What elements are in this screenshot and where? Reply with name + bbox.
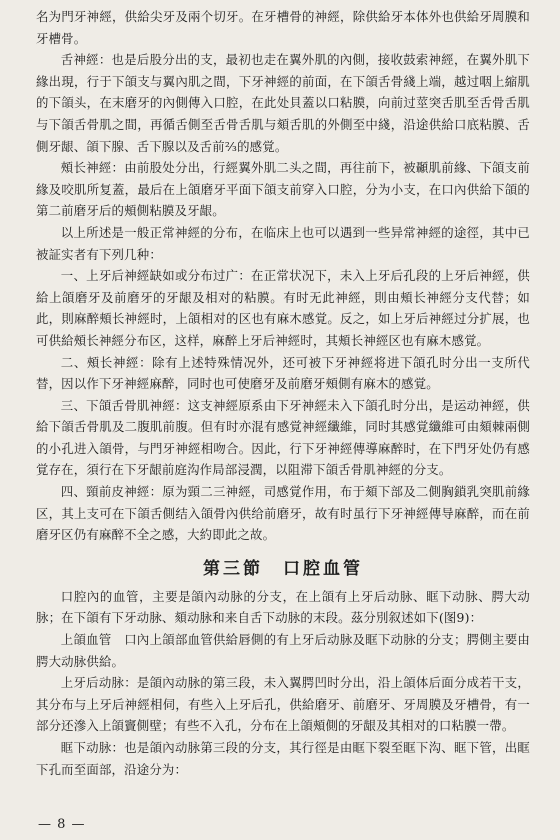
paragraph-infraorbital-artery: 眶下动脉：也是頜內动脉第三段的分支，其行徑是由眶下裂至眶下沟、眶下管，出眶下孔而至面部，沿途分为：	[36, 740, 530, 777]
paragraph-anomaly-1: 一、上牙后神經缺如或分布过广：在正常状况下，未入上牙后孔段的上牙后神經，供給上頜磨牙及前磨牙的牙龈及相对的粘膜。有时无此神經，則由頰长神經分支代替；如此，則麻醉頰长神經时，上頜相对的区也有麻木感覚。反之，如上牙后神經过分扩展，也可供給頰长神經分布区，这样，麻醉上牙后神經时，其頰长神經区也有麻木感覚。	[36, 268, 530, 348]
paragraph-lingual-nerve: 舌神經：也是后股分出的支，最初也走在翼外肌的內側，接收鼓索神經，在翼外肌下緣出現，行于下頜支与翼內肌之間，下牙神經的前面，在下頜舌骨綫上端，越过咽上縮肌的下頜头，在末磨牙的內側傳入口腔，在此处貝蓋以口粘膜，向前过莖突舌肌至舌骨舌肌与下頜舌骨肌之間，再循舌側至舌骨舌肌与頦舌肌的外側至中綫，沿途供給口底粘膜、舌側牙龈、頜下腺、舌下腺以及舌前⅔的感覚。	[36, 52, 530, 154]
paragraph-vessels-intro: 口腔內的血管，主要是頜內动脉的分支，在上頜有上牙后动脉、眶下动脉、腭大动脉；在下頜有下牙动脉、頦动脉和来自舌下动脉的末段。茲分別叙述如下(图9)：	[36, 588, 530, 626]
paragraph-anomaly-2: 二、頰长神經：除有上述特殊情况外，还可被下牙神經将进下頜孔时分出一支所代替，因以作下牙神經麻醉，同时也可使磨牙及前磨牙頰側有麻木的感覚。	[36, 354, 530, 392]
paragraph-incisive-nerve: 名为門牙神經，供給尖牙及兩个切牙。在牙槽骨的神經，除供給牙本体外也供給牙周膜和牙槽骨。	[36, 9, 530, 46]
paragraph-maxillary-vessels: 上頜血管 口內上頜部血管供給唇側的有上牙后动脉及眶下动脉的分支；腭側主要由腭大动脉供給。	[36, 632, 530, 669]
section-title: 第三節 口腔血管	[203, 558, 363, 579]
paragraph-posterior-alveolar-artery: 上牙后动脉：是頜內动脉的第三段，未入翼腭凹时分出，沿上頜体后面分成若干支，其分布与上牙后神經相伺，有些入上牙后孔，供給磨牙、前磨牙、牙周膜及牙槽骨，有一部分还滲入上頜竇側壁；有些不入孔，分布在上頜頰側的牙龈及其相对的口粘膜一帶。	[36, 675, 530, 734]
paragraph-buccal-nerve: 頰长神經：由前股处分出，行經翼外肌二头之間，再往前下，被顳肌前緣、下頜支前緣及咬肌所复蓋，最后在上頜磨牙平面下頜支前穿入口腔，分为小支，在口內供給下頜的第二前磨牙后的頰側粘膜及牙龈。	[36, 160, 530, 219]
page-number: — 8 —	[38, 817, 86, 832]
paragraph-anomaly-3: 三、下頜舌骨肌神經：这支神經原系由下牙神經未入下頜孔时分出，是运动神經，供給下頜舌骨肌及二腹肌前腹。但有时亦混有感覚神經纖維，同时其感覚纖維可由頦棘兩側的小孔进入頜骨，与門牙神經相吻合。因此，行下牙神經傳導麻醉时，在下門牙处仍有感覚存在，須行在下牙龈前庭沟作局部浸潤，以阻滞下頜舌骨肌神經的分支。	[36, 397, 530, 478]
paragraph-anomaly-4: 四、頸前皮神經：原为頸二三神經，司感覚作用，布于頦下部及二側胸鎖乳突肌前緣区，其上支可在下頜舌側结入頜骨內供给前磨牙，故有时虽行下牙神經傳导麻醉，而在前磨牙区仍有麻醉不全之感，大約即此之故。	[36, 484, 530, 543]
paragraph-anomalies-intro: 以上所述是一般正常神經的分布，在临床上也可以遇到一些异常神經的途徑，其中已被証实者有下列几种：	[36, 224, 530, 262]
